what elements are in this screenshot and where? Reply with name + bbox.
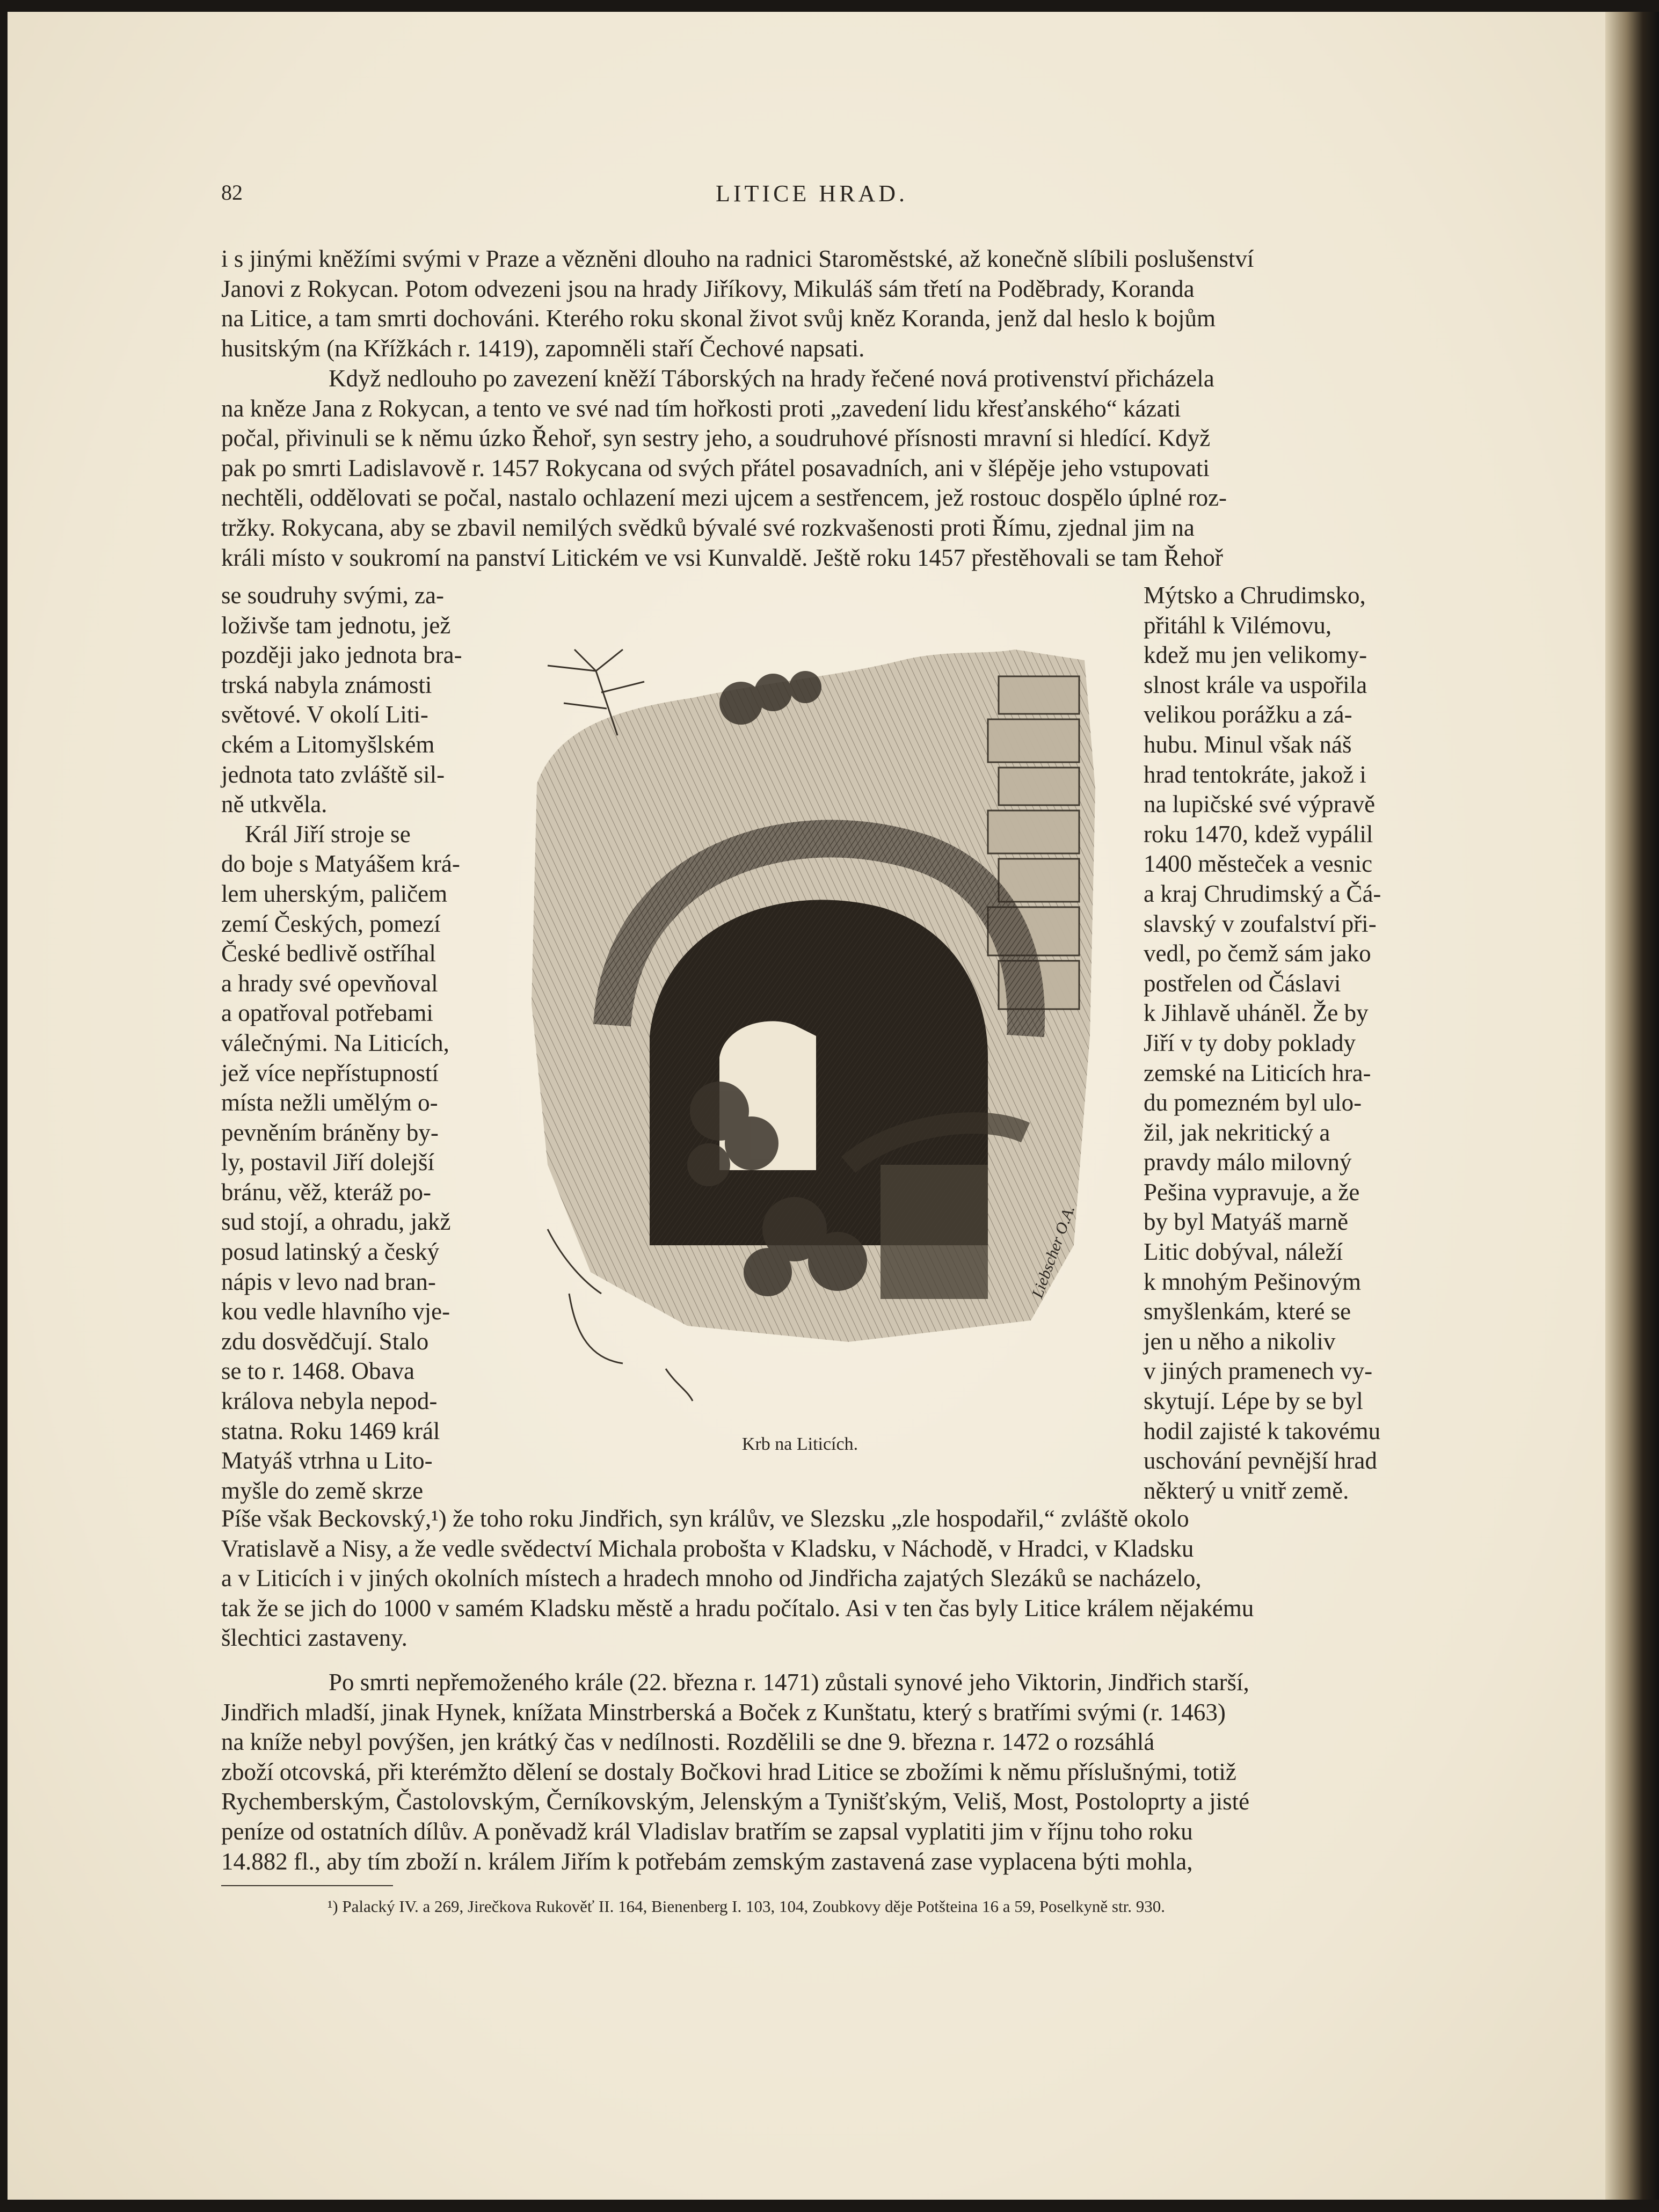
text-line: slavský v zoufalství při- <box>1144 910 1377 937</box>
book-spine <box>1605 12 1659 2200</box>
text-line: králi místo v soukromí na panství Litickém ve vsi Kunvaldě. Ještě roku 1457 přestěhovali se tam Řehoř <box>221 544 1223 571</box>
text-line: lem uherským, paličem <box>221 880 448 907</box>
text-line: trská nabyla známosti <box>221 671 432 698</box>
text-line: slnost krále va uspořila <box>1144 671 1367 698</box>
text-line: králova nebyla nepod- <box>221 1388 438 1415</box>
text-line: Jindřich mladší, jinak Hynek, knížata Minstrberská a Boček z Kunštatu, který s bratřími svými (r. 1463) <box>221 1698 1226 1726</box>
text-line: šlechtici zastaveny. <box>221 1624 408 1652</box>
second-paragraph <box>221 364 1400 573</box>
text-line: pevněním bráněny by- <box>221 1119 439 1146</box>
text-line: některý u vnitř země. <box>1144 1477 1349 1504</box>
text-line: hodil zajisté k takovému <box>1144 1417 1381 1444</box>
text-line: 14.882 fl., aby tím zboží n. králem Jiřím k potřebám zemským zastavená zase vyplacena býti mohla, <box>221 1848 1193 1875</box>
left-column <box>221 581 474 1506</box>
text-line: postřelen od Čáslavi <box>1144 969 1341 997</box>
text-line: světové. V okolí Liti- <box>221 701 428 728</box>
text-line: pak po smrti Ladislavově r. 1457 Rokycana od svých přátel posavadních, ani v šlépěje jeho vstupovati <box>221 454 1210 481</box>
text-line: Když nedlouho po zavezení kněží Táborských na hrady řečené nová protivenství přicházela <box>329 365 1214 392</box>
text-line: Rychemberským, Častolovským, Černíkovským, Jelenským a Tynišťským, Veliš, Most, Postoloprty a jisté <box>221 1788 1250 1815</box>
text-line: zemské na Liticích hra- <box>1144 1059 1371 1086</box>
text-line: Janovi z Rokycan. Potom odvezeni jsou na hrady Jiříkovy, Mikuláš sám třetí na Poděbrady, Koranda <box>221 275 1195 302</box>
text-line: du pomezném byl ulo- <box>1144 1089 1362 1116</box>
text-line: a kraj Chrudimský a Čá- <box>1144 880 1381 907</box>
text-line: na kníže nebyl povýšen, jen krátký čas v nedílnosti. Rozdělili se dne 9. března r. 1472 o rozsáhlá <box>221 1728 1155 1756</box>
text-line: ly, postavil Jiří dolejší <box>221 1149 435 1176</box>
text-line: Po smrti nepřemoženého krále (22. března r. 1471) zůstali synové jeho Viktorin, Jindřich starší, <box>329 1669 1249 1696</box>
text-line: kou vedle hlavního vje- <box>221 1298 450 1325</box>
text-line: k mnohým Pešinovým <box>1144 1268 1362 1295</box>
text-line: nápis v levo nad bran- <box>221 1268 436 1295</box>
text-line: Píše však Beckovský,¹) že toho roku Jindřich, syn králův, ve Slezsku „zle hospodařil,“ zvláště okolo <box>221 1505 1189 1532</box>
text-line: uschování pevnější hrad <box>1144 1447 1377 1474</box>
text-line: na Litice, a tam smrti dochováni. Kterého roku skonal život svůj kněz Koranda, jenž dal heslo k bojům <box>221 305 1216 332</box>
text-line: Matyáš vtrhna u Lito- <box>221 1447 433 1474</box>
text-line: a v Liticích i v jiných okolních místech a hradech mnoho od Jindřicha zajatých Slezáků se nacházelo, <box>221 1565 1202 1592</box>
fireplace-illustration <box>515 628 1111 1412</box>
text-line: vedl, po čemž sám jako <box>1144 940 1371 967</box>
artist-signature: Liebscher O.A. <box>1028 1203 1079 1301</box>
text-line: zboží otcovská, při kterémžto dělení se dostaly Bočkovi hrad Litice se zbožími k němu příslušnými, totiž <box>221 1758 1236 1785</box>
text-line: počal, přivinuli se k němu úzko Řehoř, syn sestry jeho, a soudruhové přísnosti mravní si hledící. Když <box>221 425 1211 452</box>
text-line: a opatřoval potřebami <box>221 999 433 1027</box>
text-line: jen u něho a nikoliv <box>1144 1327 1336 1355</box>
text-line: se to r. 1468. Obava <box>221 1357 414 1385</box>
text-line: husitským (na Křížkách r. 1419), zapomněli staří Čechové napsati. <box>221 334 865 362</box>
text-line: hrad tentokráte, jakož i <box>1144 761 1366 788</box>
text-line: žil, jak nekritický a <box>1144 1119 1330 1146</box>
text-line: později jako jednota bra- <box>221 641 462 669</box>
text-line: by byl Matyáš marně <box>1144 1208 1349 1236</box>
text-line: tržky. Rokycana, aby se zbavil nemilých svědků bývalé své rozkvašenosti proti Římu, zjednal jim na <box>221 514 1195 541</box>
text-line: i s jinými kněžími svými v Praze a vězněni dlouho na radnici Staroměstské, až konečně slíbili poslušenství <box>221 245 1254 272</box>
text-line: Mýtsko a Chrudimsko, <box>1144 582 1366 609</box>
last-paragraph <box>221 1668 1400 1877</box>
text-line: smyšlenkám, které se <box>1144 1298 1351 1325</box>
page-title: LITICE HRAD. <box>716 180 908 207</box>
right-column <box>1144 581 1400 1506</box>
text-line: posud latinský a český <box>221 1238 440 1266</box>
footnote-rule <box>221 1885 393 1886</box>
footnote: ¹) Palacký IV. a 269, Jirečkova Rukověť II. 164, Bienenberg I. 103, 104, Zoubkovy děje Potšteina 16 a 59, Poselkyně str. 930. <box>328 1897 1165 1916</box>
text-line: zemí Českých, pomezí <box>221 910 441 937</box>
text-line: skytují. Lépe by se byl <box>1144 1388 1363 1415</box>
engraving-drawing <box>515 628 1111 1412</box>
text-line: ně utkvěla. <box>221 791 328 818</box>
text-line: velikou porážku a zá- <box>1144 701 1352 728</box>
text-line: k Jihlavě uháněl. Že by <box>1144 999 1369 1027</box>
text-line: na lupičské své výpravě <box>1144 791 1376 818</box>
text-line: Král Jiří stroje se <box>245 820 411 848</box>
text-line: Vratislavě a Nisy, a že vedle svědectví Michala probošta v Kladsku, v Náchodě, v Hradci, v Kladsku <box>221 1535 1194 1562</box>
text-line: místa nežli umělým o- <box>221 1089 438 1116</box>
bottom-paragraph <box>221 1504 1400 1653</box>
text-line: bránu, věž, kteráž po- <box>221 1178 432 1206</box>
text-line: na kněze Jana z Rokycan, a tento ve své nad tím hořkosti proti „zavedení lidu křesťanského“ kázati <box>221 395 1181 422</box>
text-line: a hrady své opevňoval <box>221 969 438 997</box>
text-line: roku 1470, kdež vypálil <box>1144 820 1373 848</box>
text-line: válečnými. Na Liticích, <box>221 1029 449 1056</box>
text-line: Jiří v ty doby poklady <box>1144 1029 1356 1056</box>
text-line: kdež mu jen velikomy- <box>1144 641 1367 669</box>
text-line: 1400 městeček a vesnic <box>1144 850 1373 878</box>
text-line: sud stojí, a ohradu, jakž <box>221 1208 451 1236</box>
text-line: přitáhl k Vilémovu, <box>1144 611 1332 639</box>
text-line: Pešina vypravuje, a že <box>1144 1178 1360 1206</box>
text-line: hubu. Minul však náš <box>1144 731 1352 758</box>
running-head <box>221 180 1402 212</box>
text-line: České bedlivě ostříhal <box>221 940 436 967</box>
text-line: jednota tato zvláště sil- <box>221 761 445 788</box>
text-line: nechtěli, oddělovati se počal, nastalo ochlazení mezi ujcem a sestřencem, jež rostouc dospělo úplné roz- <box>221 484 1227 512</box>
page-number: 82 <box>221 180 243 205</box>
top-paragraph <box>221 244 1400 363</box>
text-line: peníze od ostatních dílův. A poněvadž král Vladislav bratřím se zapsal vyplatiti jim v říjnu toho roku <box>221 1817 1193 1845</box>
text-line: ckém a Litomyšlském <box>221 731 435 758</box>
text-line: jež více nepřístupností <box>221 1059 439 1086</box>
text-line: se soudruhy svými, za- <box>221 582 444 609</box>
text-line: Litic dobýval, náleží <box>1144 1238 1343 1266</box>
figure-caption: Krb na Liticích. <box>741 1434 858 1454</box>
text-line: v jiných pramenech vy- <box>1144 1357 1373 1385</box>
text-line: myšle do země skrze <box>221 1477 424 1504</box>
text-line: pravdy málo milovný <box>1144 1149 1352 1176</box>
text-line: statna. Roku 1469 král <box>221 1417 440 1444</box>
text-line: tak že se jich do 1000 v samém Kladsku městě a hradu počítalo. Asi v ten čas byly Litice králem nějakému <box>221 1594 1254 1622</box>
text-line: zdu dosvědčují. Stalo <box>221 1327 429 1355</box>
text-line: do boje s Matyášem krá- <box>221 850 460 878</box>
text-line: loživše tam jednotu, jež <box>221 611 451 639</box>
